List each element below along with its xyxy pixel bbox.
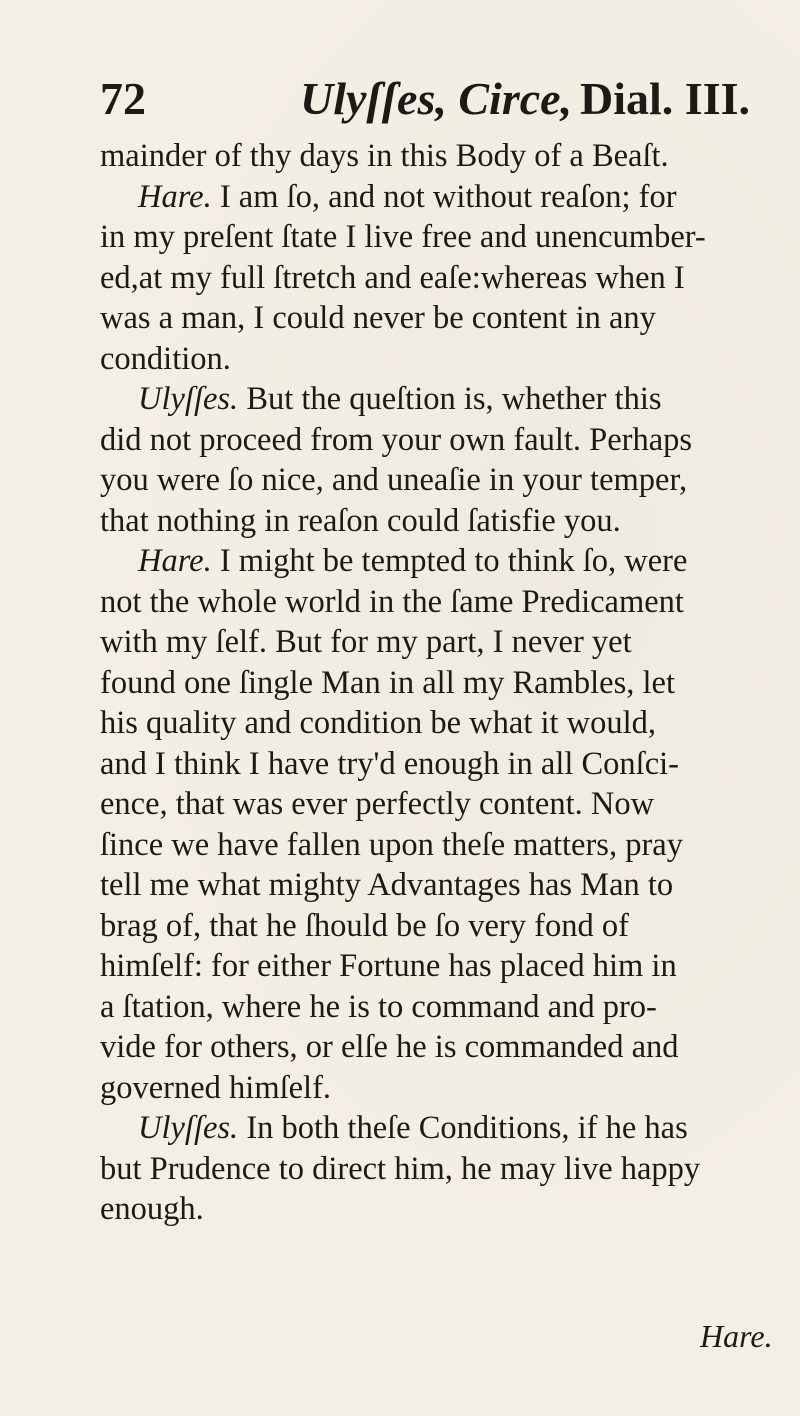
running-title: Ulyſſes, Circe, xyxy=(300,73,573,124)
speaker-label: Hare. xyxy=(138,178,212,215)
page-number: 72 xyxy=(100,73,146,124)
text-line-23: vide for others, or elſe he is commanded and xyxy=(100,1029,679,1065)
text-line-15: his quality and condition be what it would, xyxy=(100,705,657,741)
text-line-2: Hare. I am ſo, and not without reaſon; for xyxy=(138,178,677,215)
text-line-12: not the whole world in the ſame Predicament xyxy=(100,583,684,620)
text-line-13: with my ſelf. But for my part, I never yet xyxy=(100,624,632,660)
text-line-19: tell me what mighty Advantages has Man to xyxy=(100,867,674,903)
text-line-21: himſelf: for either Fortune has placed him in xyxy=(100,948,677,984)
text-line-4: ed,at my full ſtretch and eaſe:whereas when I xyxy=(100,259,685,296)
text-line-1: mainder of thy days in this Body of a Beaſt. xyxy=(100,138,669,174)
text-line-27: enough. xyxy=(100,1191,204,1227)
section-label: Dial. III. xyxy=(580,73,750,124)
text-line-16: and I think I have try'd enough in all Conſci- xyxy=(100,745,679,782)
text-line-14: found one ſingle Man in all my Rambles, let xyxy=(100,664,675,701)
text-line-6: condition. xyxy=(100,340,231,377)
text-line-3: in my preſent ſtate I live free and unencumber- xyxy=(100,219,706,255)
speaker-label: Ulyſſes. xyxy=(138,1110,239,1146)
text-line-25: Ulyſſes. In both theſe Conditions, if he has xyxy=(138,1110,688,1146)
text-line-8: did not proceed from your own fault. Perhaps xyxy=(100,421,693,458)
speaker-label: Ulyſſes. xyxy=(138,381,239,417)
text-line-9: you were ſo nice, and uneaſie in your temper, xyxy=(100,462,688,498)
text-line-24: governed himſelf. xyxy=(100,1069,332,1106)
text-line-11: Hare. I might be tempted to think ſo, were xyxy=(138,543,688,579)
text-line-20: brag of, that he ſhould be ſo very fond of xyxy=(100,907,629,944)
page-header xyxy=(100,72,750,132)
speaker-label: Hare. xyxy=(138,543,212,579)
body-text xyxy=(100,136,760,1230)
text-line-5: was a man, I could never be content in any xyxy=(100,300,656,336)
text-line-18: ſince we have fallen upon theſe matters, pray xyxy=(100,826,683,863)
text-line-10: that nothing in reaſon could ſatisfie you. xyxy=(100,502,621,539)
text-line-26: but Prudence to direct him, he may live happy xyxy=(100,1150,701,1187)
text-line-22: a ſtation, where he is to command and pro- xyxy=(100,988,657,1025)
text-line-7: Ulyſſes. But the queſtion is, whether this xyxy=(138,381,662,417)
text-line-17: ence, that was ever perfectly content. Now xyxy=(100,786,655,822)
catchword: Hare. xyxy=(700,1318,773,1354)
